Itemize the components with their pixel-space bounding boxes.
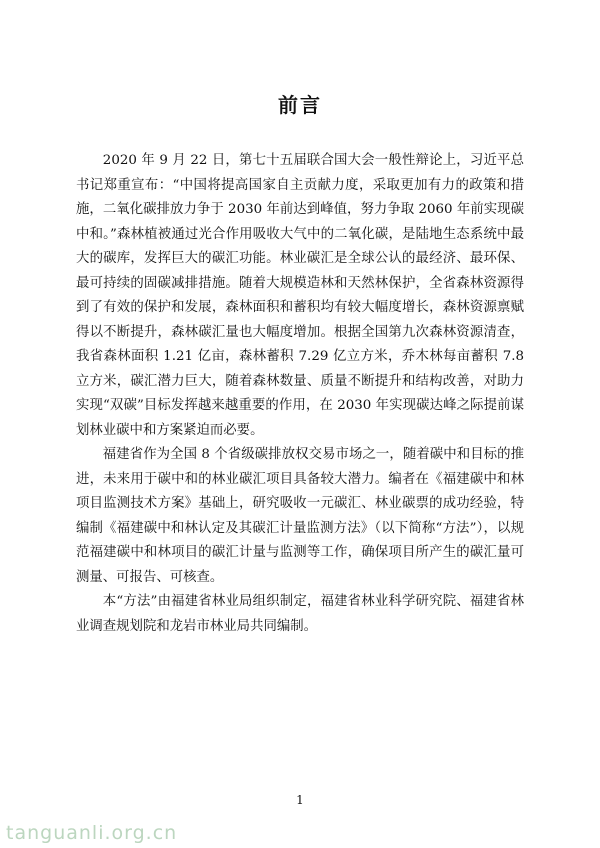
page-title: 前言: [278, 93, 322, 117]
watermark-text: tanguanli.org.cn: [6, 822, 178, 844]
page-number: 1: [296, 793, 304, 807]
paragraph-1: 2020 年 9 月 22 日，第七十五届联合国大会一般性辩论上，习近平总书记郑重宣布：“中国将提高国家自主贡献力度，采取更加有力的政策和措施，二氧化碳排放力争于 2030 年前达到峰值，努力争取 2060 年前实现碳中和。”森林植被通过光合作用吸收大气中的二氧化碳，是陆地生态系统中最大的碳库，发挥巨大的碳汇功能。林业碳汇是全球公认的最经济、最环保、最可持续的固碳减排措施。随着大规模造林和天然林保护，全省森林资源得到了有效的保护和发展，森林面积和蓄积均有较大幅度增长，森林资源禀赋得以不断提升，森林碳汇量也大幅度增加。根据全国第九次森林资源清查，我省森林面积 1.21 亿亩，森林蓄积 7.29 亿立方米，乔木林每亩蓄积 7.8 立方米，碳汇潜力巨大，随着森林数量、质量不断提升和结构改善，对助力实现“双碳”目标发挥越来越重要的作用，在 2030 年实现碳达峰之际提前谋划林业碳中和方案紧迫而必要。: [76, 153, 524, 438]
document-body: [76, 149, 524, 639]
paragraph-2: 福建省作为全国 8 个省级碳排放权交易市场之一，随着碳中和目标的推进，未来用于碳中和的林业碳汇项目具备较大潜力。编者在《福建碳中和林项目监测技术方案》基础上，研究吸收一元碳汇、林业碳票的成功经验，特编制《福建碳中和林认定及其碳汇计量监测方法》（以下简称“方法”），以规范福建碳中和林项目的碳汇计量与监测等工作，确保项目所产生的碳汇量可测量、可报告、可核查。: [76, 447, 524, 585]
paragraph-3: 本“方法”由福建省林业局组织制定，福建省林业科学研究院、福建省林业调查规划院和龙岩市林业局共同编制。: [76, 594, 524, 634]
